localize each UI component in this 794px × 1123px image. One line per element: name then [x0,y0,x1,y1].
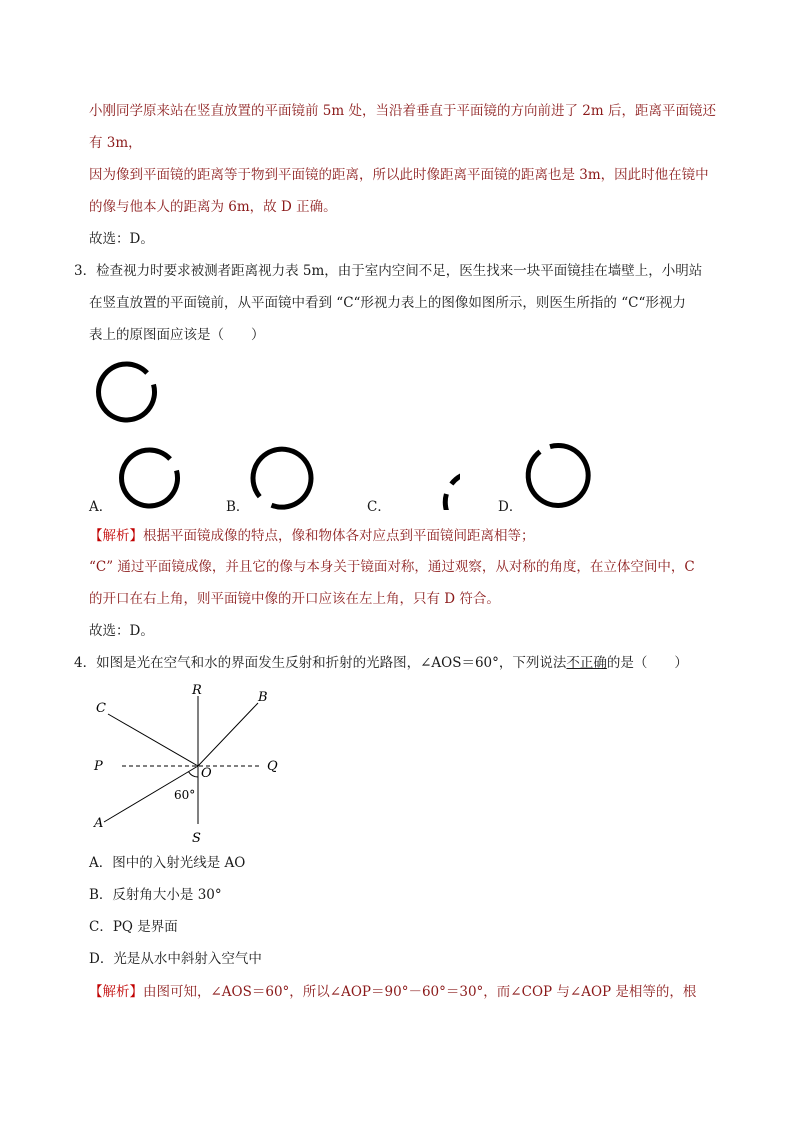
c-ring-opening-bottom-right [445,472,460,510]
q3-option-d-label: D． [498,499,523,515]
mirror-c-figure [94,360,160,426]
ray-ob [198,703,258,766]
q4-option-c[interactable]: C．PQ 是界面 [89,919,178,935]
q3-option-a-ring[interactable] [117,446,183,512]
label-a: A [94,816,104,831]
q4-stem-part-a: 4．如图是光在空气和水的界面发生反射和折射的光路图，∠AOS＝60°，下列说法 [74,655,567,671]
q3-stem-line-3: 表上的原图面应该是（ ） [89,327,265,343]
q3-stem-line-2: 在竖直放置的平面镜前，从平面镜中看到 “C“形视力表上的图像如图所示，则医生所指的 “C“形视力 [89,295,686,311]
q4-stem-underline: 不正确 [566,655,607,671]
c-ring-opening-top-left [528,445,588,505]
q3-option-a-label: A． [89,499,113,515]
analysis-tag: 【解析】 [89,984,143,1000]
q3-option-c-label: C． [367,499,391,515]
q3-stem-line-1: 3．检查视力时要求被测者距离视力表 5m，由于室内空间不足，医生找来一块平面镜挂在墙壁上，小明站 [74,263,703,279]
q4-option-b[interactable]: B．反射角大小是 30° [89,887,222,903]
ray-oc [108,714,198,766]
analysis-tag: 【解析】 [89,528,143,544]
q3-analysis-line-3: 的开口在右上角，则平面镜中像的开口应该在左上角，只有 D 符合。 [89,591,500,607]
analysis-line-2: 有 3m， [89,135,142,151]
label-r: R [192,683,202,698]
label-o: O [201,766,212,781]
q3-option-b-label: B． [226,499,250,515]
q3-analysis-line-2: “C” 通过平面镜成像，并且它的像与本身关于镜面对称，通过观察，从对称的角度，在立体空间中，C [89,559,695,575]
analysis-line-3: 因为像到平面镜的距离等于物到平面镜的距离，所以此时像距离平面镜的距离也是 3m，因此时他在镜中 [89,167,709,183]
light-path-diagram [88,676,288,848]
mirror-c-ring [99,364,155,420]
c-ring-opening-top-right [122,450,178,506]
q4-stem [74,654,688,672]
q4-analysis-text-1: 由图可知，∠AOS＝60°，所以∠AOP＝90°－60°＝30°，而∠COP 与∠AOP 是相等的，根 [143,984,697,1000]
label-c: C [96,701,106,716]
q4-stem-part-b: 的是（ ） [606,655,688,671]
label-b: B [258,690,268,705]
q4-option-d[interactable]: D．光是从水中斜射入空气中 [89,951,262,967]
analysis-line-1: 小刚同学原来站在竖直放置的平面镜前 5m 处，当沿着垂直于平面镜的方向前进了 2m 后，距离平面镜还 [89,103,716,119]
label-p: P [94,759,103,774]
q3-answer: 故选：D。 [89,623,154,639]
q3-analysis-line-1 [89,527,535,545]
q3-analysis-text-1: 根据平面镜成像的特点，像和物体各对应点到平面镜间距离相等； [143,528,535,544]
label-angle: 60° [174,788,196,802]
label-q: Q [267,759,278,774]
q4-option-a[interactable]: A．图中的入射光线是 AO [89,855,246,871]
c-ring-opening-bottom-left [253,449,311,507]
label-s: S [192,831,201,846]
answer-line: 故选：D。 [89,231,154,247]
q3-option-b-ring[interactable] [248,444,316,512]
q4-analysis-line-1 [89,983,696,1001]
q3-option-d-ring[interactable] [524,438,596,510]
angle-arc [189,772,199,777]
q3-option-c-ring[interactable] [388,438,460,510]
analysis-line-4: 的像与他本人的距离为 6m，故 D 正确。 [89,199,337,215]
